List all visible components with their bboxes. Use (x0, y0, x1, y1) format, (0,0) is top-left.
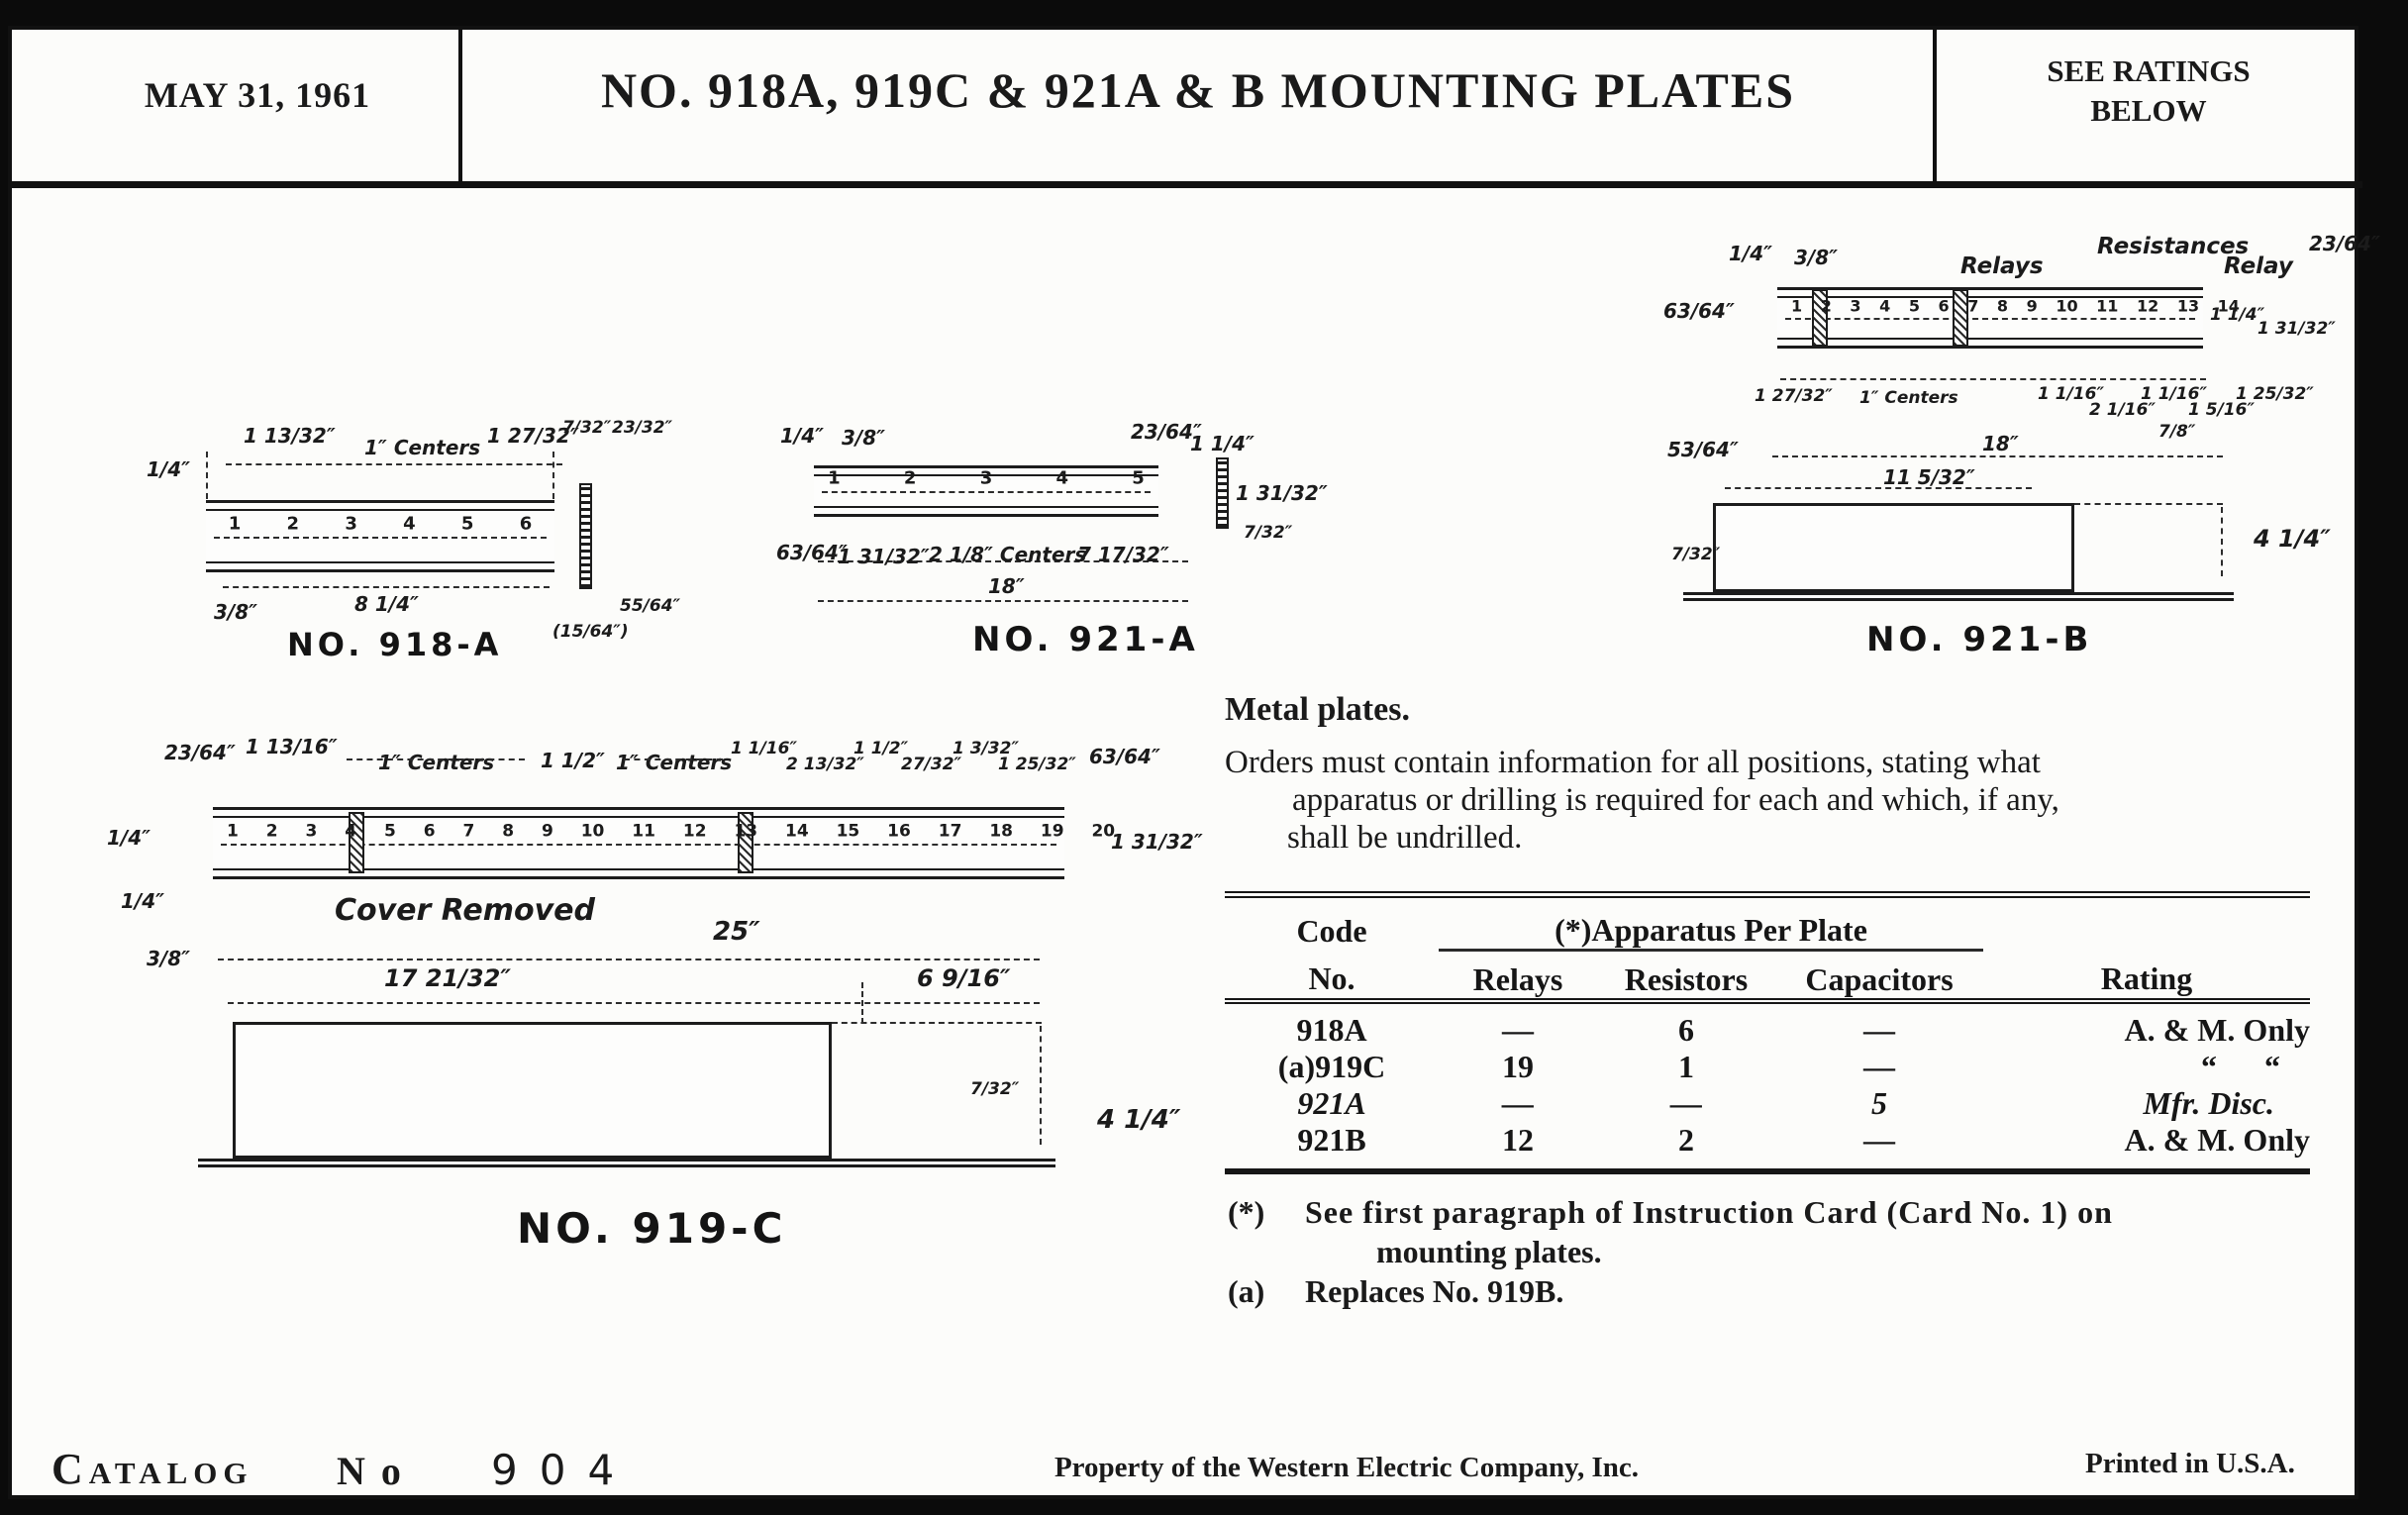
dim-919c-1-116: 1 1/16″ (731, 739, 798, 758)
note-metal-plates: Metal plates. (1225, 691, 1410, 728)
dim-921a-63-64: 63/64″ (776, 541, 848, 564)
side-view-919c (233, 1022, 832, 1159)
cell-relays: 19 (1502, 1049, 1534, 1084)
dim-line (552, 452, 554, 499)
dim-919c-2-1332: 2 13/32″ (786, 755, 864, 774)
cell-capacitors: 5 (1871, 1085, 1887, 1121)
header-divider-left (458, 28, 462, 184)
cell-relays: — (1502, 1085, 1534, 1121)
dim-921a-7-17-32: 7 17/32″ (1077, 543, 1169, 566)
dim-line (2074, 503, 2223, 505)
ratings-note-line1: SEE RATINGS (2047, 53, 2251, 88)
header-bottom-rule (8, 181, 2362, 188)
col-header-resistors: Resistors (1597, 951, 1775, 1002)
dim-919c-1-3132: 1 31/32″ (1111, 830, 1203, 854)
dim-921b-centers: 1″ Centers (1859, 388, 1958, 408)
dim-line (223, 586, 550, 588)
dim-line (347, 758, 525, 760)
cell-code: 921B (1297, 1122, 1366, 1158)
dim-918a-8-quarter: 8 1/4″ (354, 592, 419, 616)
drawing-label-918a: NO. 918-A (287, 626, 503, 663)
dim-919c-1-half2: 1 1/2″ (853, 739, 909, 758)
end-strip-921a (1216, 457, 1229, 529)
dim-line (1772, 455, 2223, 457)
dim-921b-7-32: 7/32″ (1671, 545, 1721, 564)
footnote-star-mark: (*) (1228, 1194, 1265, 1230)
orders-note-line3: shall be undrilled. (1287, 820, 1523, 856)
dim-918a-quarter: 1/4″ (147, 457, 191, 481)
plate-outline-919c (213, 807, 1116, 879)
cell-rating: Mfr. Disc. (2143, 1085, 2274, 1121)
footnote-a-text: Replaces No. 919B. (1305, 1273, 1564, 1309)
dim-918a-centers: 1″ Centers (364, 436, 481, 459)
dim-919c-25: 25″ (713, 917, 760, 947)
dim-line (228, 1002, 1040, 1004)
drawing-921b (1663, 228, 2380, 663)
dim-921b-18: 18″ (1982, 432, 2019, 455)
dim-line (206, 452, 208, 499)
footer-printed-note: Printed in U.S.A. (2085, 1448, 2295, 1479)
col-header-spacer (1983, 895, 2310, 951)
part-label-resistances: Resistances (2097, 234, 2250, 259)
dim-918a-15-64: (15/64″) (552, 622, 629, 642)
dim-line (2221, 507, 2223, 576)
dim-921a-2-18-centers: 2 1/8″ Centers (929, 543, 1087, 566)
dim-921a-1-31-32-b: 1 31/32″ (838, 545, 930, 568)
dim-921b-1-27-32: 1 27/32″ (1755, 386, 1833, 406)
dim-919c-23-64: 23/64″ (164, 741, 236, 764)
drawing-918a (139, 396, 681, 693)
col-header-rating: Rating (1983, 951, 2310, 1002)
dim-921b-1-516: 1 5/16″ (2188, 400, 2256, 420)
drawing-919c (99, 723, 1248, 1277)
dim-921b-3-8: 3/8″ (1794, 246, 1839, 269)
dim-921b-1-116: 1 1/16″ (2038, 384, 2105, 404)
dim-921b-7-8: 7/8″ (2158, 422, 2196, 442)
header-divider-right (1933, 28, 1937, 184)
plate-outline-918a (206, 500, 554, 572)
cell-rating: A. & M. Only (2124, 1122, 2310, 1158)
dim-921a-18: 18″ (988, 574, 1025, 598)
footnote-star-line1: See first paragraph of Instruction Card (Card No. 1) on (1305, 1194, 2113, 1230)
orders-note-line1: Orders must contain information for all positions, stating what (1225, 745, 2041, 780)
cell-capacitors: — (1863, 1049, 1895, 1084)
cell-code: 921A (1297, 1085, 1366, 1121)
orders-note-line2: apparatus or drilling is required for each and which, if any, (1292, 782, 2059, 818)
dim-line (832, 1022, 1042, 1024)
col-header-capacitors: Capacitors (1775, 951, 1983, 1002)
footnote-a-mark: (a) (1228, 1273, 1265, 1309)
dim-line (226, 463, 562, 465)
cell-code: (a)919C (1277, 1049, 1386, 1084)
dim-921b-1-31-32: 1 31/32″ (2258, 319, 2336, 339)
dim-918a-1-27-32: 1 27/32″ (487, 424, 579, 448)
footer-catalog-label: Catalog (51, 1445, 253, 1493)
drawing-921a (762, 416, 1436, 673)
plate-centerline (214, 537, 547, 539)
plate-positions-921b: 1 2 3 4 5 6 7 8 9 10 11 12 13 14 (1791, 296, 2240, 316)
part-label-relays: Relays (1960, 253, 2044, 279)
dim-919c-1-half1: 1 1/2″ (541, 749, 605, 772)
ratings-table-container (1225, 891, 2310, 1174)
table-row (1225, 1085, 2310, 1122)
cell-rating: “ “ (2201, 1049, 2280, 1084)
dim-919c-17-2132: 17 21/32″ (384, 964, 512, 992)
drawing-label-921a: NO. 921-A (972, 620, 1199, 659)
cell-capacitors: — (1863, 1122, 1895, 1158)
side-view-921b (1713, 503, 2074, 592)
cell-relays: — (1502, 1012, 1534, 1048)
dim-line (818, 600, 1188, 602)
dim-918a-55-64: 55/64″ (620, 596, 681, 616)
page-title: NO. 918A, 919C & 921A & B MOUNTING PLATES (600, 62, 1796, 118)
cell-code: 918A (1296, 1012, 1367, 1048)
table-row (1225, 1122, 2310, 1171)
dim-line (218, 959, 1040, 960)
dim-919c-6-916: 6 9/16″ (917, 964, 1011, 992)
table-row (1225, 1049, 2310, 1085)
dim-919c-centers2: 1″ Centers (616, 751, 733, 774)
dim-921b-63-64: 63/64″ (1663, 299, 1735, 323)
dim-919c-3-8: 3/8″ (147, 947, 191, 970)
dim-921a-3-8: 3/8″ (842, 426, 886, 450)
dim-919c-1-2532: 1 25/32″ (998, 755, 1076, 774)
dim-919c-1-1316: 1 13/16″ (246, 735, 338, 758)
dim-921a-7-32: 7/32″ (1244, 523, 1293, 543)
footnote-star-line2: mounting plates. (1376, 1234, 1602, 1269)
cell-resistors: 1 (1678, 1049, 1694, 1084)
end-strip-918a (579, 483, 592, 589)
dim-921a-quarter: 1/4″ (780, 424, 825, 448)
plate-positions-919c: 1 2 3 4 5 6 7 8 9 10 11 12 13 14 15 16 17 18 19 20 (227, 821, 1116, 842)
footer-property-note: Property of the Western Electric Company, Inc. (1054, 1452, 1640, 1483)
cell-resistors: — (1670, 1085, 1702, 1121)
dim-919c-1-332: 1 3/32″ (953, 739, 1020, 758)
dim-921b-53-64: 53/64″ (1667, 438, 1739, 461)
col-header-relays: Relays (1439, 951, 1597, 1002)
footer-catalog-number: 904 (491, 1446, 637, 1494)
dim-919c-7-32: 7/32″ (970, 1079, 1020, 1099)
col-group-apparatus: (*)Apparatus Per Plate (1439, 895, 1983, 951)
dim-921a-23-64: 23/64″ (1131, 420, 1202, 444)
plate-positions-921a: 1 2 3 4 5 (828, 467, 1145, 489)
dim-line (1725, 487, 2032, 489)
table-row (1225, 1001, 2310, 1049)
cell-resistors: 2 (1678, 1122, 1694, 1158)
dim-line (1040, 1026, 1042, 1145)
part-label-relay: Relay (2224, 253, 2293, 279)
cover-removed-note: Cover Removed (335, 893, 595, 928)
header-date: MAY 31, 1961 (144, 75, 371, 115)
dim-921b-2-116: 2 1/16″ (2089, 400, 2157, 420)
col-header-code: Code (1296, 912, 1367, 949)
dim-921b-11-532: 11 5/32″ (1883, 465, 1975, 489)
dim-919c-centers1: 1″ Centers (378, 751, 495, 774)
cell-rating: A. & M. Only (2124, 1012, 2310, 1048)
dim-921a-1-quarter: 1 1/4″ (1190, 432, 1254, 455)
dim-918a-1-13-32: 1 13/32″ (244, 424, 336, 448)
cell-relays: 12 (1502, 1122, 1534, 1158)
dim-919c-4-quarter: 4 1/4″ (1097, 1105, 1181, 1135)
dim-919c-quarter1: 1/4″ (107, 826, 151, 850)
cell-resistors: 6 (1678, 1012, 1694, 1048)
ratings-note (1941, 51, 2357, 131)
plate-outline-921a (814, 465, 1158, 517)
dim-918a-7-32: 7/32″ (562, 418, 612, 438)
col-header-no: No. (1225, 951, 1439, 1002)
ratings-note-line2: BELOW (2090, 93, 2207, 128)
dim-line (1780, 378, 2206, 380)
dim-921b-quarter: 1/4″ (1729, 242, 1773, 265)
drawing-label-919c: NO. 919-C (517, 1204, 787, 1253)
dim-921b-1-116b: 1 1/16″ (2141, 384, 2208, 404)
cell-capacitors: — (1863, 1012, 1895, 1048)
dim-919c-quarter2: 1/4″ (121, 889, 165, 913)
plate-centerline (1785, 318, 2195, 320)
dim-919c-27-32: 27/32″ (901, 755, 962, 774)
dim-line (861, 982, 863, 1024)
drawing-label-921b: NO. 921-B (1866, 620, 2093, 659)
dim-918a-23-32: 23/32″ (612, 418, 673, 438)
dim-921b-1-quarter: 1 1/4″ (2210, 305, 2265, 325)
dim-919c-63-64: 63/64″ (1089, 745, 1160, 768)
plate-centerline (822, 491, 1151, 493)
dim-921b-23-64: 23/64″ (2309, 232, 2380, 255)
dim-921a-1-31-32: 1 31/32″ (1236, 481, 1328, 505)
ratings-table (1225, 891, 2310, 1174)
dim-918a-3-8: 3/8″ (214, 600, 258, 624)
dim-921b-4-quarter: 4 1/4″ (2254, 525, 2331, 553)
footer-no-label: No (337, 1449, 417, 1493)
base-rail-919c (198, 1159, 1055, 1167)
plate-positions-918a: 1 2 3 4 5 6 (228, 512, 533, 534)
plate-centerline (221, 844, 1056, 846)
dim-line (624, 758, 723, 760)
dim-921b-1-2532: 1 25/32″ (2236, 384, 2314, 404)
base-rail-921b (1683, 592, 2234, 601)
